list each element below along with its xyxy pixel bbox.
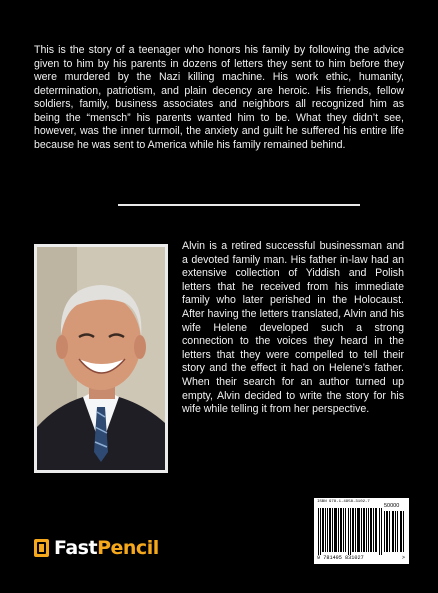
divider-line [118, 204, 360, 206]
price-code: 50000 [384, 503, 400, 509]
pencil-icon [33, 536, 51, 560]
barcode-supplement-marker: > [402, 555, 405, 561]
isbn-label: ISBN 978-1-4958-3102-7 [317, 500, 370, 504]
author-portrait-illustration [37, 247, 165, 470]
author-photo [37, 247, 165, 470]
barcode-bars [318, 508, 382, 555]
logo-text-pencil: Pencil [97, 537, 159, 559]
back-cover-blurb: This is the story of a teenager who honors his family by following the advice given to him by his parents in dozens of letters they sent to him before they were murdered by the Nazi killing machine. His work ethic, humanity, determination, patriotism, and plain decency are heroic. His friends, fellow soldiers, family, business associates and neighbors all recognized him as being the “mensch” his parents wanted him to be. What they didn’t see, however, was the inner turmoil, the anxiety and guilt he suffered his entire life because he was sent to America while his family remained behind. [34, 44, 404, 151]
author-bio: Alvin is a retired successful businessman and a devoted family man. His father in-law had an extensive collection of Yiddish and Polish letters that he received from his immediate family who later perished in the Holocaust. After having the letters translated, Alvin and his wife Helene developed such a strong connection to the voices they heard in the letters that they were compelled to tell their story and the effect it had on Helene’s father. When their search for an author turned up empty, Alvin decided to write the story for his wife while telling it from her perspective. [182, 240, 404, 416]
barcode-supplement-bars [384, 511, 406, 552]
isbn-barcode [314, 498, 409, 564]
publisher-logo [33, 534, 159, 562]
isbn-digits: 9 781495 831027 [317, 555, 364, 561]
logo-text-fast: Fast [54, 537, 98, 559]
author-photo-frame [34, 244, 168, 473]
